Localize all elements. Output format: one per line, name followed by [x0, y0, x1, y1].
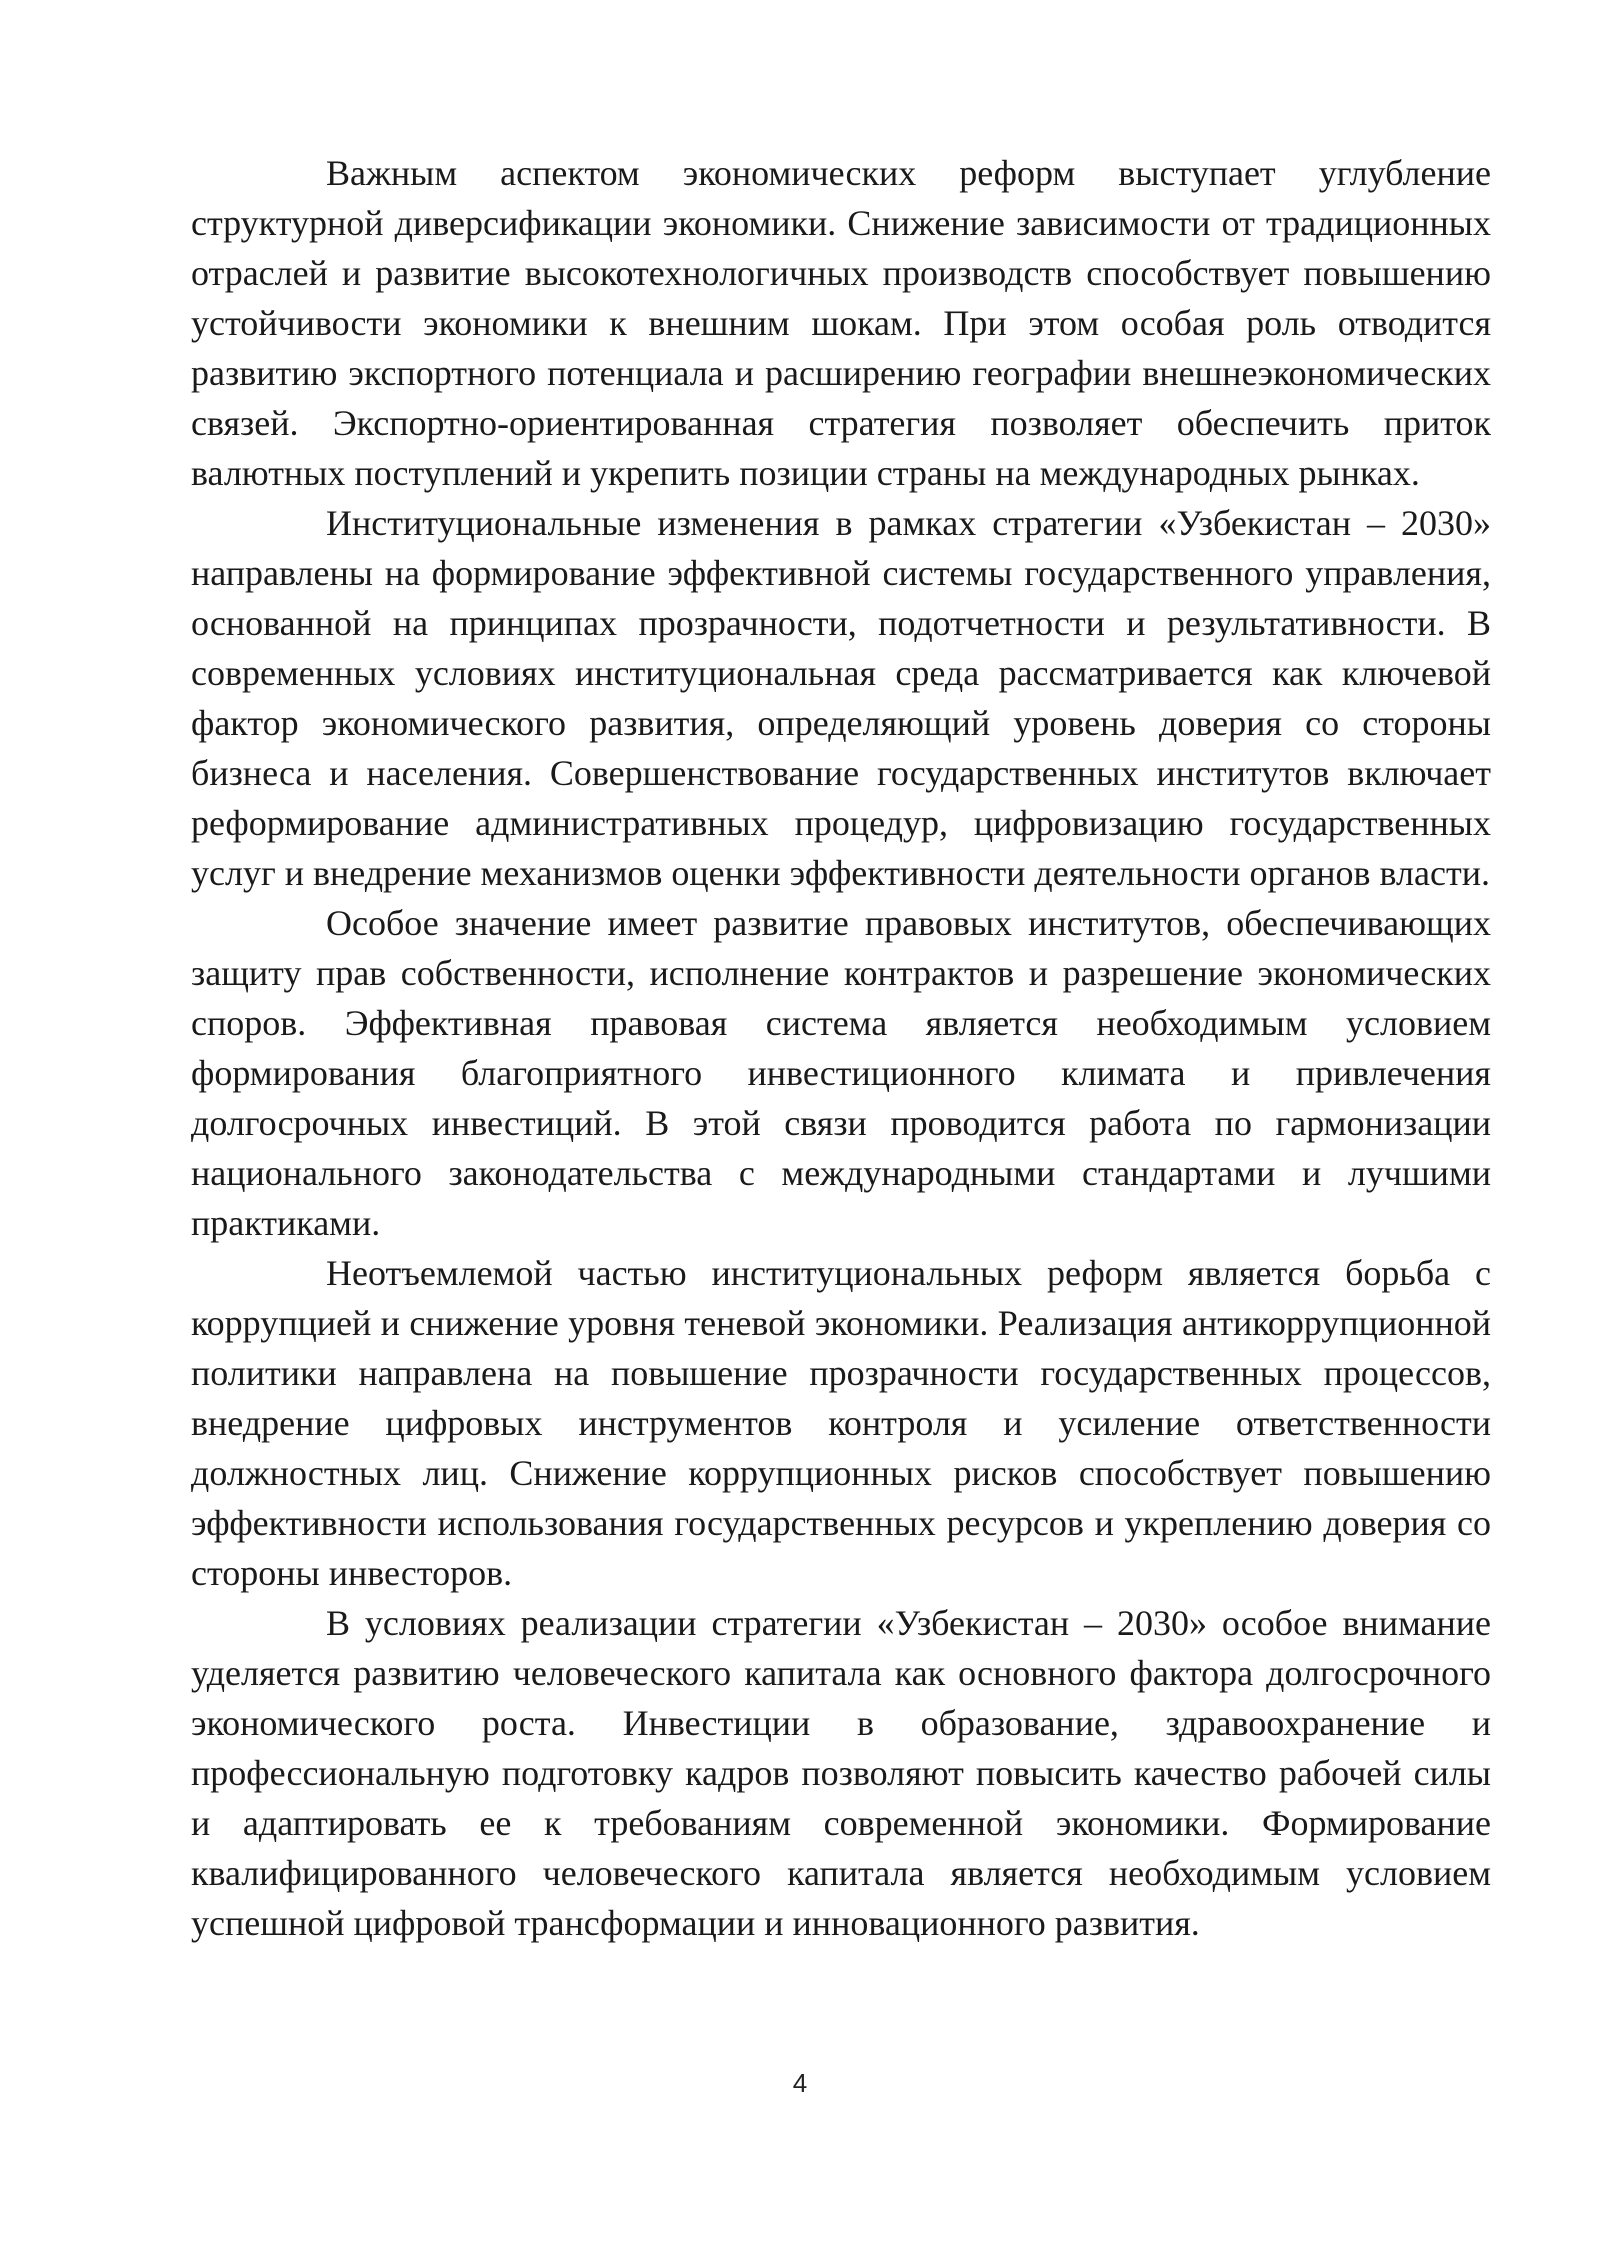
paragraph: Важным аспектом экономических реформ выступает углубление структурной диверсификации экономики. Снижение зависимости от традиционных отраслей и развитие высокотехнологичных производств способствует повышению устойчивости экономики к внешним шокам. При этом особая роль отводится развитию экспортного потенциала и расширению географии внешнеэкономических связей. Экспортно-ориентированная стратегия позволяет обеспечить приток валютных поступлений и укрепить позиции страны на международных рынках. [191, 153, 1491, 493]
paragraph: Особое значение имеет развитие правовых институтов, обеспечивающих защиту прав собственности, исполнение контрактов и разрешение экономических споров. Эффективная правовая система является необходимым условием формирования благоприятного инвестиционного климата и привлечения долгосрочных инвестиций. В этой связи проводится работа по гармонизации национального законодательства с международными стандартами и лучшими практиками. [191, 903, 1491, 1243]
paragraph: Институциональные изменения в рамках стратегии «Узбекистан – 2030» направлены на формирование эффективной системы государственного управления, основанной на принципах прозрачности, подотчетности и результативности. В современных условиях институциональная среда рассматривается как ключевой фактор экономического развития, определяющий уровень доверия со стороны бизнеса и населения. Совершенствование государственных институтов включает реформирование административных процедур, цифровизацию государственных услуг и внедрение механизмов оценки эффективности деятельности органов власти. [191, 503, 1491, 893]
paragraph: Неотъемлемой частью институциональных реформ является борьба с коррупцией и снижение уровня теневой экономики. Реализация антикоррупционной политики направлена на повышение прозрачности государственных процессов, внедрение цифровых инструментов контроля и усиление ответственности должностных лиц. Снижение коррупционных рисков способствует повышению эффективности использования государственных ресурсов и укреплению доверия со стороны инвесторов. [191, 1253, 1491, 1593]
document-body [191, 148, 1491, 1948]
paragraph: В условиях реализации стратегии «Узбекистан – 2030» особое внимание уделяется развитию человеческого капитала как основного фактора долгосрочного экономического роста. Инвестиции в образование, здравоохранение и профессиональную подготовку кадров позволяют повысить качество рабочей силы и адаптировать ее к требованиям современной экономики. Формирование квалифицированного человеческого капитала является необходимым условием успешной цифровой трансформации и инновационного развития. [191, 1603, 1491, 1943]
page-number: 4 [792, 2068, 808, 2098]
